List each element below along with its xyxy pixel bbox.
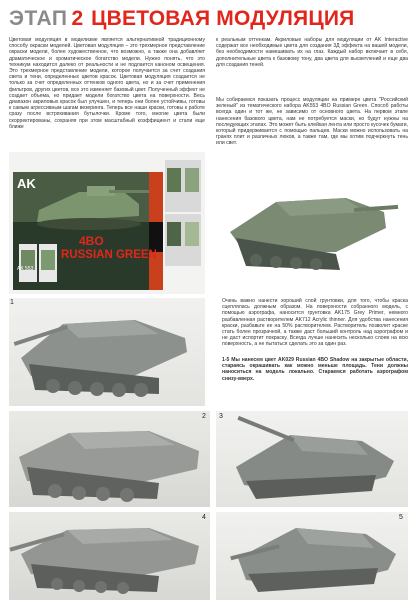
photo-number-4: 4	[202, 514, 206, 521]
page-header	[9, 6, 354, 32]
photo-number-3: 3	[219, 413, 223, 420]
product-title-line1: 4BO	[79, 234, 104, 248]
stage-number: 2	[71, 7, 84, 30]
product-set-illustration	[9, 152, 205, 294]
step-photo-4	[9, 512, 210, 600]
intro-right-paragraph-2: Мы собираемся показать процесс модуляции на примере цвета "Российский зеленый" из тематического набора AK553 4BO Russian Green. Способ работы всегда один и тот же, не зависимо от основного цвета. На первом этапе нанесения базового цвета, нам не потребуется маски, но будут нужны на последующих этапах. Это может быть клейкая лента или просто кусочек бумаги, который придерживается с помощью пальцев. Маски можно использовать на гранях плит и различных люков, а также там, где мы хотим подчеркнуть тень или свет.	[216, 97, 408, 147]
photo-number-5: 5	[399, 514, 403, 521]
step-shadow-text: 1-5 Мы нанесем цвет AK029 Russian 4BO Shadow на закрытые области, стараясь окрашивать как можно меньше площадь. Тени должны наноситься на модель локально. Стараемся работать аэрографом снизу-вверх.	[222, 357, 408, 382]
step-photo-2	[9, 411, 210, 507]
photo-number-1: 1	[10, 299, 14, 306]
intro-right-paragraph-1: к реальным оттенкам. Акриловые наборы для модуляции от AK Interactive содержат все необходимые цвета для создания 3Д эффекта на вашей модели, без необходимости намешивать их на глаз. Каждый набор включает в себя, дополнительные цвета к базовому тону, два цвета для высветлений и еще два для создания теней.	[216, 37, 408, 68]
product-code: AK 553	[17, 266, 34, 272]
intro-left-paragraph: Цветовая модуляция в моделизме является альтернативной традиционному способу окраски моделей. Цветовая модуляция – это трехмерное представление окраски модели, более художественное, что возможно, а также она добавляет драматическое и хроматическое богатство модели. Нужно понять, что это техникум находится далеко от реальности и не подлается каноном освещения. Это трехмерное представление модели, которое получается за счет создания света и тени, определенных цветов красок. Цветовая модуляция создается не только за счет определенных оттенков одного цвета, но и за счет применения фильтров, других цветов, все это изменяет базовый цвет. Полученный эффект не создает объема, но придает модели богатство цвета на поверхности. Весь диапазон акриловых красок был улучшен, и теперь они более устойчивы, готовы к самым агрессивным шагам везеринга. Теперь все наши краски, готовы к работе сразу после встряхивания бутылочки. Кроме того, многие цвета были скорректированы, сохраняя при этом масштабный коэффициент и стали еще ближе	[9, 37, 205, 130]
step-primer-text: Очень важно нанести хороший слой грунтовки, для того, чтобы краска сцеплялась должным образом. На поверхности собранного модель, с помощью аэрографа, наносится грунтовка AK175 Grey Primer, немного разбавленная растворителем AK712 Acrylic thinner. Для удобства нанесения краски, разбавьте ее на 50% растворителем. Растворитель позволит краске стать более прозрачной, а также даст больший контроль над аэрографом и не даст испортит покраску. Всегда лучше нанесить несколько слоев на всю поверхность, а не пытаться сделать это за один раз.	[222, 298, 408, 348]
brand-logo: AK	[17, 176, 36, 191]
product-title-line2: RUSSIAN GREEN	[61, 249, 157, 261]
page-title: ЦВЕТОВАЯ МОДУЛЯЦИЯ	[91, 7, 355, 30]
finished-tank-illustration	[216, 172, 408, 282]
step-photo-3	[216, 411, 408, 507]
stage-label: ЭТАП	[9, 7, 68, 30]
product-set-photo	[9, 152, 205, 294]
primed-tank-illustration-5	[216, 512, 408, 600]
primed-tank-illustration-1	[9, 298, 205, 406]
finished-tank-photo	[216, 172, 408, 282]
step-photo-1	[9, 298, 205, 406]
photo-number-2: 2	[202, 413, 206, 420]
step-photo-5	[216, 512, 408, 600]
primed-tank-illustration-4	[9, 512, 210, 600]
primed-tank-illustration-3	[216, 411, 408, 507]
primed-tank-illustration-2	[9, 411, 210, 507]
